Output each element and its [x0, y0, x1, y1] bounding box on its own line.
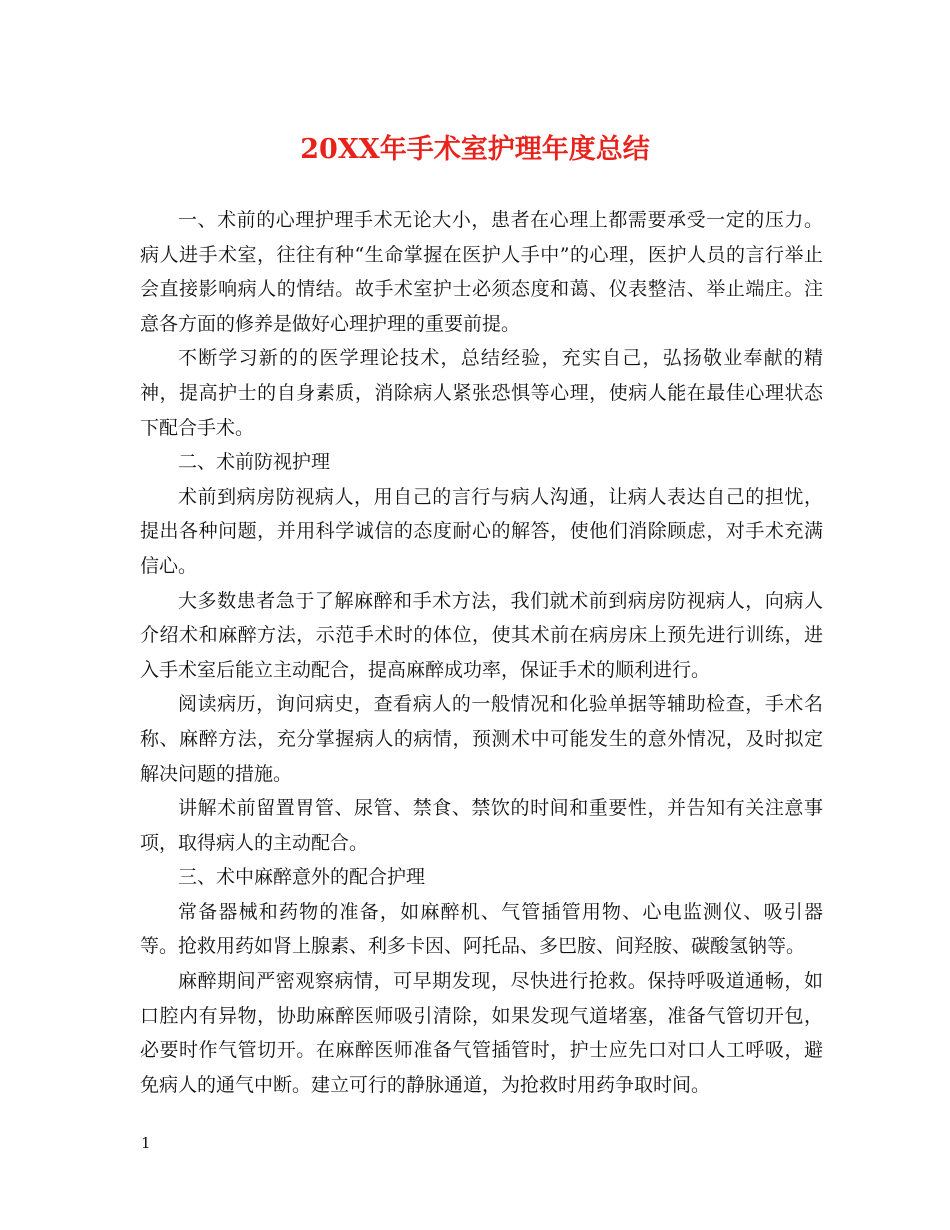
paragraph-anesthesia-explanation: 大多数患者急于了解麻醉和手术方法，我们就术前到病房防视病人，向病人介绍术和麻醉方法，示范手术时的体位，使其术前在病房床上预先进行训练，进入手术室后能立主动配合，提高麻醉成功率，保证手术的顺利进行。	[140, 589, 823, 681]
document-title: 20XX年手术室护理年度总结	[300, 134, 650, 165]
document-body	[140, 203, 823, 1102]
paragraph-anesthesia-monitoring: 麻醉期间严密观察病情，可早期发现，尽快进行抢救。保持呼吸道通畅，如口腔内有异物，协助麻醉医师吸引清除，如果发现气道堵塞，准备气管切开包，必要时作气管切开。在麻醉医师准备气管插管时，护士应先口对口人工呼吸，避免病人的通气中断。建立可行的静脉通道，为抢救时用药争取时间。	[140, 970, 823, 1096]
paragraph-preop-psychological-care: 一、术前的心理护理手术无论大小，患者在心理上都需要承受一定的压力。病人进手术室，往往有种“生命掌握在医护人手中”的心理，医护人员的言行举止会直接影响病人的情结。故手术室护士必须态度和蔼、仪表整洁、举止端庄。注意各方面的修养是做好心理护理的重要前提。	[140, 209, 823, 335]
section-heading-intraop-anesthesia: 三、术中麻醉意外的配合护理	[178, 866, 426, 889]
paragraph-preop-instructions: 讲解术前留置胃管、尿管、禁食、禁饮的时间和重要性，并告知有关注意事项，取得病人的主动配合。	[140, 797, 823, 854]
page-number: 1	[141, 1134, 151, 1152]
paragraph-continuous-learning: 不断学习新的的医学理论技术，总结经验，充实自己，弘扬敬业奉献的精神，提高护士的自身素质，消除病人紧张恐惧等心理，使病人能在最佳心理状态下配合手术。	[140, 347, 823, 439]
paragraph-preop-ward-visit: 术前到病房防视病人，用自己的言行与病人沟通，让病人表达自己的担忧，提出各种问题，并用科学诚信的态度耐心的解答，使他们消除顾虑，对手术充满信心。	[140, 485, 823, 577]
paragraph-equipment-preparation: 常备器械和药物的准备，如麻醉机、气管插管用物、心电监测仪、吸引器等。抢救用药如肾上腺素、利多卡因、阿托品、多巴胺、间羟胺、碳酸氢钠等。	[140, 900, 823, 958]
section-heading-preop-visit: 二、术前防视护理	[178, 451, 331, 474]
paragraph-medical-record-review: 阅读病历，询问病史，查看病人的一般情况和化验单据等辅助检查，手术名称、麻醉方法，充分掌握病人的病情，预测术中可能发生的意外情况，及时拟定解决问题的措施。	[140, 693, 823, 785]
